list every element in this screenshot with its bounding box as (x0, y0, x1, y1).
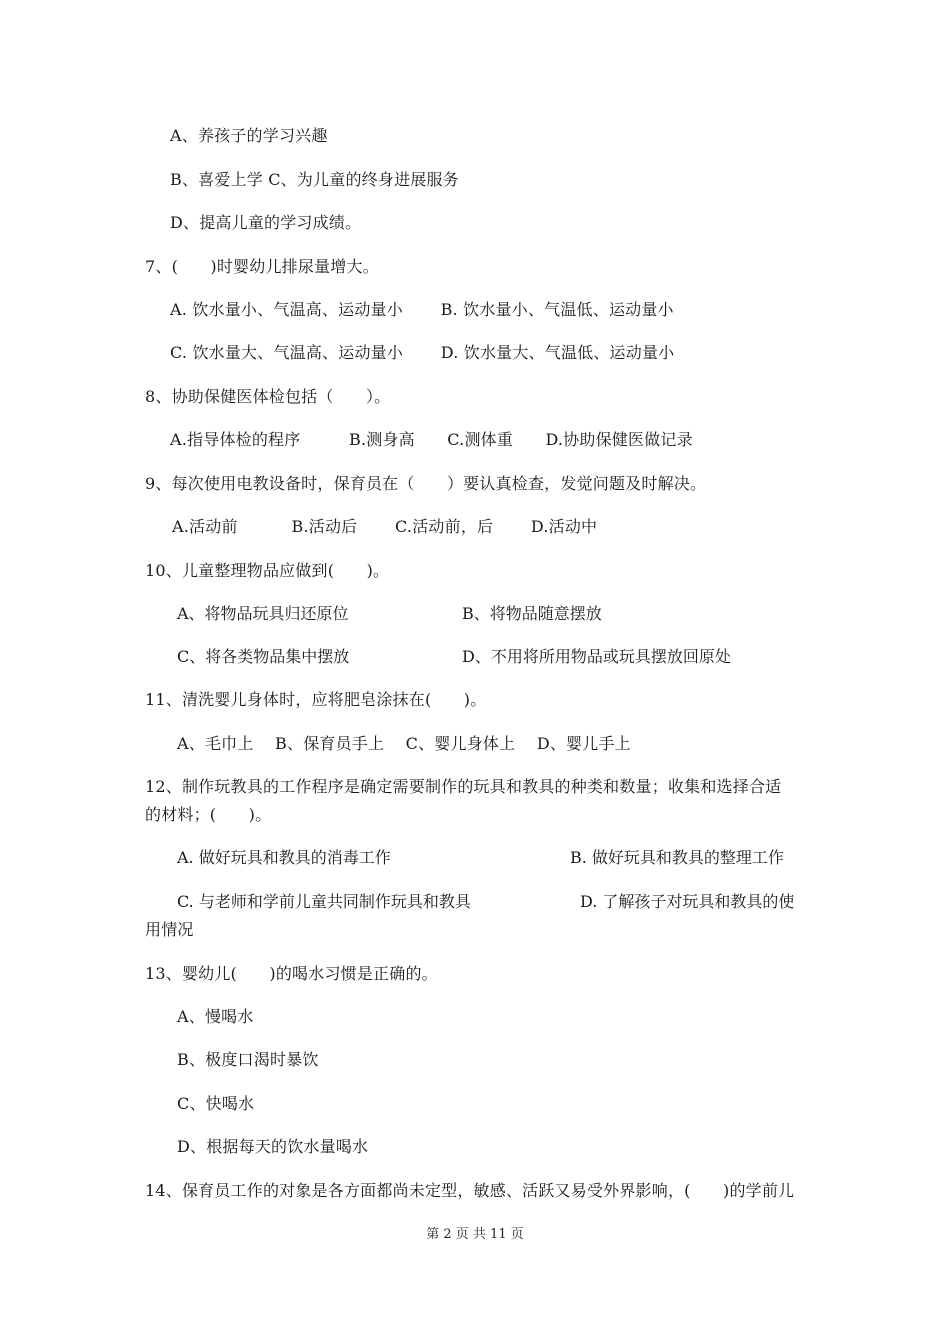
question-13-option-b: B、极度口渴时暴饮 (177, 1050, 319, 1069)
question-10: 10、儿童整理物品应做到( )。 (145, 561, 390, 580)
question-12-option-d-cont: 用情况 (145, 920, 194, 939)
question-7: 7、( )时婴幼儿排尿量增大。 (145, 257, 379, 276)
question-14: 14、保育员工作的对象是各方面都尚未定型，敏感、活跃又易受外界影响，( )的学前儿 (145, 1181, 795, 1200)
option-line: D、提高儿童的学习成绩。 (170, 213, 362, 232)
page-footer: 第 2 页 共 11 页 (426, 1227, 524, 1242)
question-12-option-a: A. 做好玩具和教具的消毒工作 (177, 848, 391, 867)
question-12-option-b: B. 做好玩具和教具的整理工作 (570, 848, 784, 867)
question-9-options: A.活动前 B.活动后 C.活动前，后 D.活动中 (172, 517, 598, 536)
question-13-option-c: C、快喝水 (177, 1094, 255, 1113)
question-8: 8、协助保健医体检包括（ ）。 (145, 387, 391, 406)
question-13-option-a: A、慢喝水 (177, 1007, 254, 1026)
question-11-options: A、毛巾上 B、保育员手上 C、婴儿身体上 D、婴儿手上 (177, 734, 631, 753)
question-12-line1: 12、制作玩教具的工作程序是确定需要制作的玩具和教具的种类和数量；收集和选择合适 (145, 777, 782, 796)
option-line: A、养孩子的学习兴趣 (170, 126, 328, 145)
question-10-option-a: A、将物品玩具归还原位 (177, 604, 349, 623)
question-7-options-cd: C. 饮水量大、气温高、运动量小 D. 饮水量大、气温低、运动量小 (170, 343, 675, 362)
question-11: 11、清洗婴儿身体时，应将肥皂涂抹在( )。 (145, 690, 487, 709)
question-10-option-b: B、将物品随意摆放 (462, 604, 602, 623)
question-12-option-c: C. 与老师和学前儿童共同制作玩具和教具 (177, 892, 471, 911)
question-13: 13、婴幼儿( )的喝水习惯是正确的。 (145, 964, 438, 983)
question-7-options-ab: A. 饮水量小、气温高、运动量小 B. 饮水量小、气温低、运动量小 (170, 300, 674, 319)
question-10-option-c: C、将各类物品集中摆放 (177, 647, 350, 666)
question-10-option-d: D、不用将所用物品或玩具摆放回原处 (462, 647, 731, 666)
question-9: 9、每次使用电教设备时，保育员在（ ）要认真检查，发觉问题及时解决。 (145, 474, 707, 493)
question-12-line2: 的材料；( )。 (145, 805, 272, 824)
question-12-option-d: D. 了解孩子对玩具和教具的使 (580, 892, 795, 911)
question-8-options: A.指导体检的程序 B.测身高 C.测体重 D.协助保健医做记录 (170, 430, 693, 449)
question-13-option-d: D、根据每天的饮水量喝水 (177, 1137, 369, 1156)
option-line: B、喜爱上学 C、为儿童的终身进展服务 (170, 170, 459, 189)
